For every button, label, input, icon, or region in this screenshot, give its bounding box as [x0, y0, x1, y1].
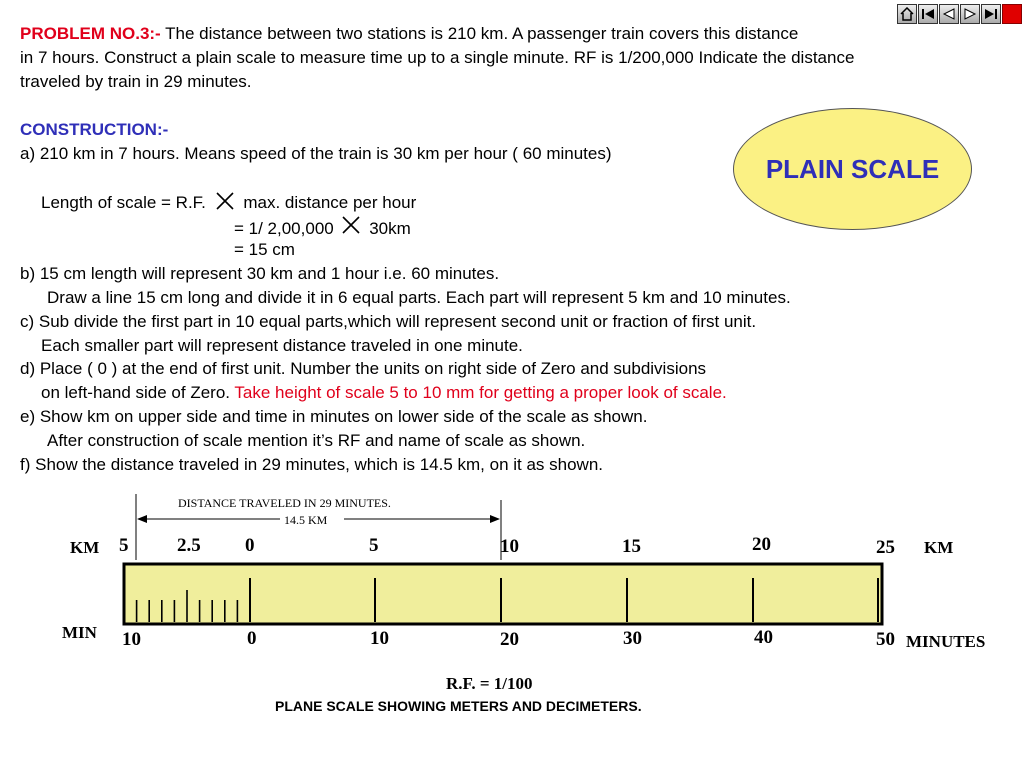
km-tick-label: 10	[500, 536, 519, 557]
min-tick-label: 10	[122, 629, 141, 650]
km-tick-label: 20	[752, 534, 771, 555]
length-text-b: max. distance per hour	[243, 193, 417, 212]
distance-note: DISTANCE TRAVELED IN 29 MINUTES.	[178, 496, 391, 510]
distance-value: 14.5 KM	[284, 513, 328, 527]
eq2-text-a: = 1/ 2,00,000	[234, 219, 334, 238]
min-tick-label: 40	[754, 627, 773, 648]
min-tick-label: 50	[876, 629, 895, 650]
equation-line-3: = 15 cm	[234, 240, 295, 259]
arrowhead-right	[490, 515, 500, 523]
km-tick-label: 0	[245, 535, 255, 556]
min-tick-label: 20	[500, 629, 519, 650]
step-a: a) 210 km in 7 hours. Means speed of the train is 30 km per hour ( 60 minutes)	[20, 144, 612, 163]
step-f: f) Show the distance traveled in 29 minutes, which is 14.5 km, on it as shown.	[20, 455, 604, 474]
km-label-right: KM	[924, 538, 954, 557]
step-d-2-text: on left-hand side of Zero.	[41, 383, 235, 402]
km-label-left: KM	[70, 538, 100, 557]
arrowhead-left	[137, 515, 147, 523]
km-tick-label: 15	[622, 536, 641, 557]
min-tick-label: 10	[370, 628, 389, 649]
problem-line-2: in 7 hours. Construct a plain scale to measure time up to a single minute. RF is 1/200,000 Indicate the distance	[20, 48, 855, 67]
badge-text: PLAIN SCALE	[765, 153, 940, 184]
min-tick-label: 30	[623, 628, 642, 649]
eq2-text-b: 30km	[369, 219, 411, 238]
km-tick-label: 5	[369, 535, 379, 556]
rf-label: R.F. = 1/100	[446, 674, 533, 693]
step-b-2: Draw a line 15 cm long and divide it in 6 equal parts. Each part will represent 5 km and 10 minutes.	[47, 288, 791, 307]
construction-heading: CONSTRUCTION:-	[20, 120, 169, 139]
km-tick-label: 2.5	[177, 535, 201, 556]
problem-line-3: traveled by train in 29 minutes.	[20, 72, 252, 91]
problem-text-1: The distance between two stations is 210 km. A passenger train covers this distance	[160, 24, 799, 43]
step-b-1: b) 15 cm length will represent 30 km and 1 hour i.e. 60 minutes.	[20, 264, 500, 283]
minutes-label-right: MINUTES	[906, 632, 986, 651]
length-text-a: Length of scale = R.F.	[41, 193, 206, 212]
step-d-2-note: Take height of scale 5 to 10 mm for getting a proper look of scale.	[234, 383, 727, 402]
step-c-2: Each smaller part will represent distance traveled in one minute.	[41, 336, 523, 355]
step-c-1: c) Sub divide the first part in 10 equal parts,which will represent second unit or fraction of first unit.	[20, 312, 757, 331]
problem-heading: PROBLEM NO.3:-	[20, 24, 161, 43]
step-d-1: d) Place ( 0 ) at the end of first unit. Number the units on right side of Zero and subdivisions	[20, 359, 707, 378]
step-e-2: After construction of scale mention it’s RF and name of scale as shown.	[47, 431, 586, 450]
km-tick-label: 5	[119, 535, 129, 556]
km-tick-label: 25	[876, 537, 895, 558]
min-label-left: MIN	[62, 623, 97, 642]
scale-caption: PLANE SCALE SHOWING METERS AND DECIMETERS.	[275, 698, 642, 714]
min-tick-label: 0	[247, 628, 257, 649]
step-e-1: e) Show km on upper side and time in minutes on lower side of the scale as shown.	[20, 407, 648, 426]
